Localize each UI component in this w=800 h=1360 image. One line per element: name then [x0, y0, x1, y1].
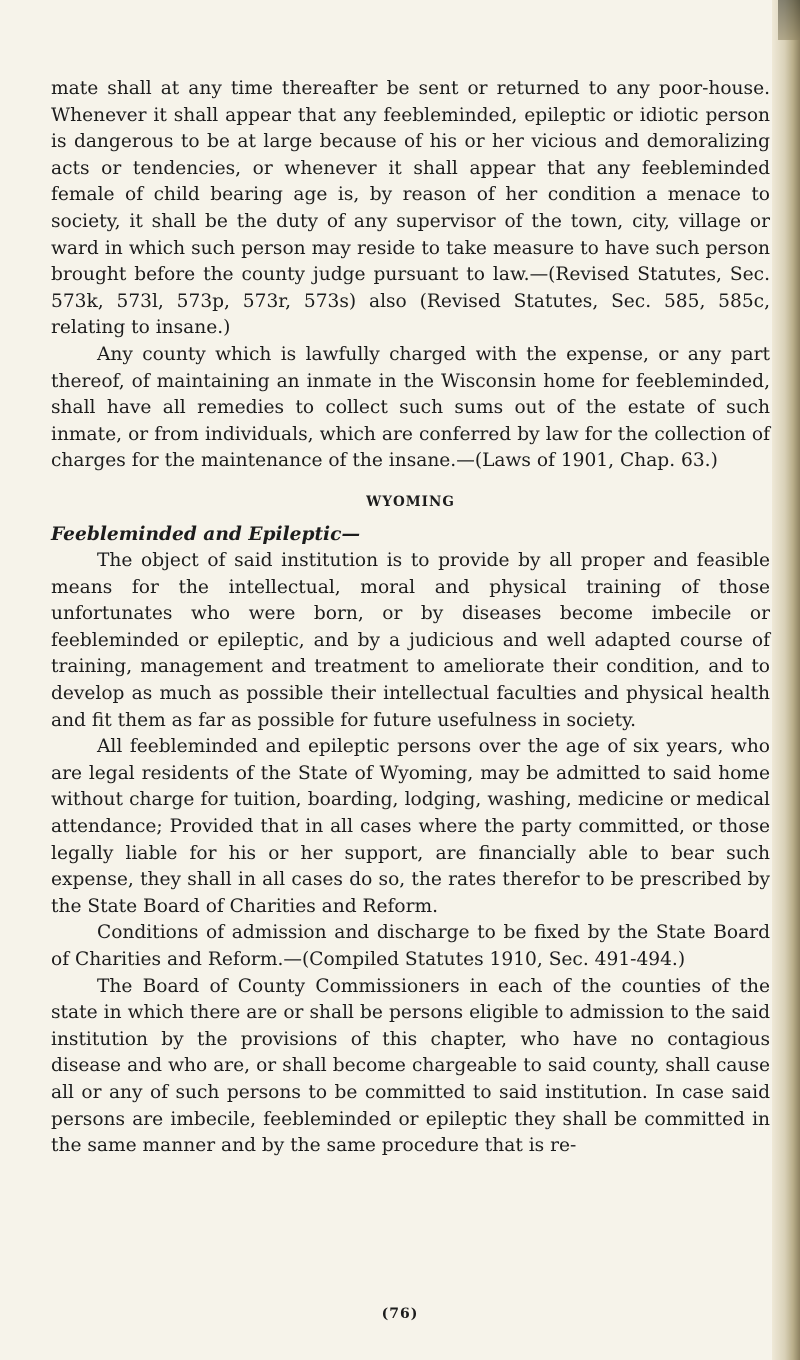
paragraph-continuation: mate shall at any time thereafter be sent or returned to any poor-house. Whenever it shall appear that any feebleminded, epileptic or idiotic person is dangerous to be at large because of his or her vicious and demoralizing acts or tendencies, or whenever it shall appear that any feebleminded female of child bearing age is, by reason of her condition a menace to society, it shall be the duty of any supervisor of the town, city, village or ward in which such person may reside to take measure to have such person brought before the county judge pursuant to law.—(Revised Statutes, Sec. 573k, 573l, 573p, 573r, 573s) also (Revised Statutes, Sec. 585, 585c, relating to insane.) — [51, 78, 770, 339]
section-heading-wyoming: WYOMING — [366, 493, 455, 510]
paragraph-admission-conditions: Conditions of admission and discharge to be fixed by the State Board of Charities and Reform.—(Compiled Statutes 1910, Sec. 491-494.) — [51, 922, 770, 970]
page-corner-shadow — [778, 0, 800, 40]
page-number: (76) — [381, 1306, 419, 1322]
page-edge-shadow — [772, 0, 800, 1360]
page-body — [51, 76, 770, 1160]
paragraph-admission-eligibility: All feebleminded and epileptic persons over the age of six years, who are legal residents of the State of Wyoming, may be admitted to said home without charge for tuition, boarding, lodging, washing, medicine or medical attendance; Provided that in all cases where the party committed, or those legally liable for his or her support, are financially able to bear such expense, they shall in all cases do so, the rates therefor to be prescribed by the State Board of Charities and Reform. — [51, 736, 770, 917]
subheading-feebleminded-epileptic: Feebleminded and Epileptic— — [51, 523, 361, 545]
paragraph-county-remedies: Any county which is lawfully charged with the expense, or any part thereof, of maintaining an inmate in the Wisconsin home for feebleminded, shall have all remedies to collect such sums out of the estate of such inmate, or from individuals, which are conferred by law for the collection of charges for the maintenance of the insane.—(Laws of 1901, Chap. 63.) — [51, 343, 770, 472]
paragraph-institution-object: The object of said institution is to provide by all proper and feasible means for the intellectual, moral and physical training of those unfortunates who were born, or by diseases become imbecile or feebleminded or epileptic, and by a judicious and well adapted course of training, management and treatment to ameliorate their condition, and to develop as much as possible their intellectual faculties and physical health and fit them as far as possible for future usefulness in society. — [51, 550, 770, 731]
paragraph-county-commissioners: The Board of County Commissioners in each of the counties of the state in which there are or shall be persons eligible to admission to the said institution by the provisions of this chapter, who have no contagious disease and who are, or shall become chargeable to said county, shall cause all or any of such persons to be committed to said institution. In case said persons are imbecile, feebleminded or epileptic they shall be committed in the same manner and by the same procedure that is re- — [51, 975, 770, 1157]
